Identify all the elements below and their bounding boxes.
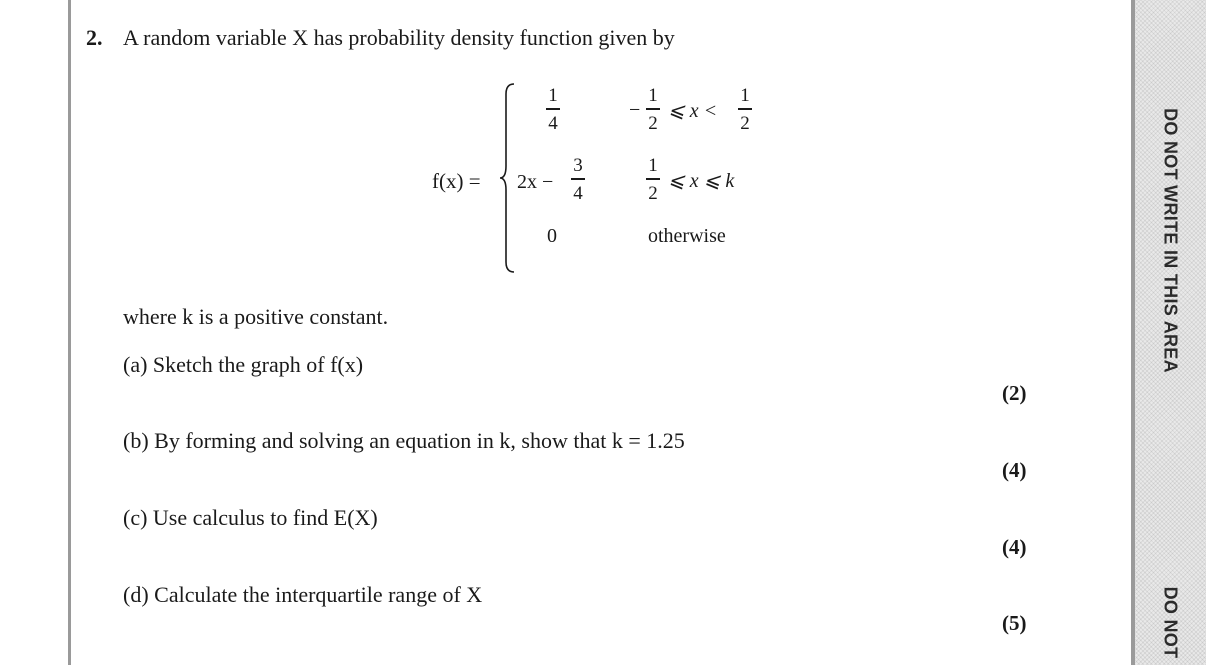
constant-note: where k is a positive constant.	[123, 304, 389, 329]
row3-condition: otherwise	[648, 225, 726, 247]
question-number: 2.	[86, 25, 103, 50]
row1-condition-lower: 1 2	[646, 86, 660, 133]
row2-condition-lower: 1 2	[646, 156, 660, 203]
part-b-marks: (4)	[1002, 458, 1027, 482]
formula-lhs: f(x) =	[432, 169, 481, 193]
left-margin-rule	[68, 0, 71, 665]
row2-expression-fraction: 3 4	[571, 156, 585, 203]
row1-condition-sign: −	[629, 99, 641, 121]
part-a-marks: (2)	[1002, 381, 1027, 405]
part-c-text: (c) Use calculus to find E(X)	[123, 505, 378, 530]
row2-condition-inequality: ⩽ x ⩽ k	[668, 170, 735, 192]
row2-expression-term: 2x −	[517, 171, 554, 193]
part-d-marks: (5)	[1002, 611, 1027, 635]
part-a-text: (a) Sketch the graph of f(x)	[123, 352, 364, 377]
margin-warning-partial: DO NOT	[1160, 586, 1181, 659]
part-b-text: (b) By forming and solving an equation in k, show that k = 1.25	[123, 428, 685, 453]
question-intro: A random variable X has probability density function given by	[123, 25, 675, 50]
row1-expression: 1 4	[546, 86, 560, 133]
row1-condition-inequality: ⩽ x <	[668, 100, 718, 122]
margin-warning: DO NOT WRITE IN THIS AREA	[1160, 108, 1181, 373]
row1-condition-upper: 1 2	[738, 86, 752, 133]
part-d-text: (d) Calculate the interquartile range of X	[123, 582, 483, 607]
row3-expression: 0	[547, 225, 557, 247]
part-c-marks: (4)	[1002, 535, 1027, 559]
